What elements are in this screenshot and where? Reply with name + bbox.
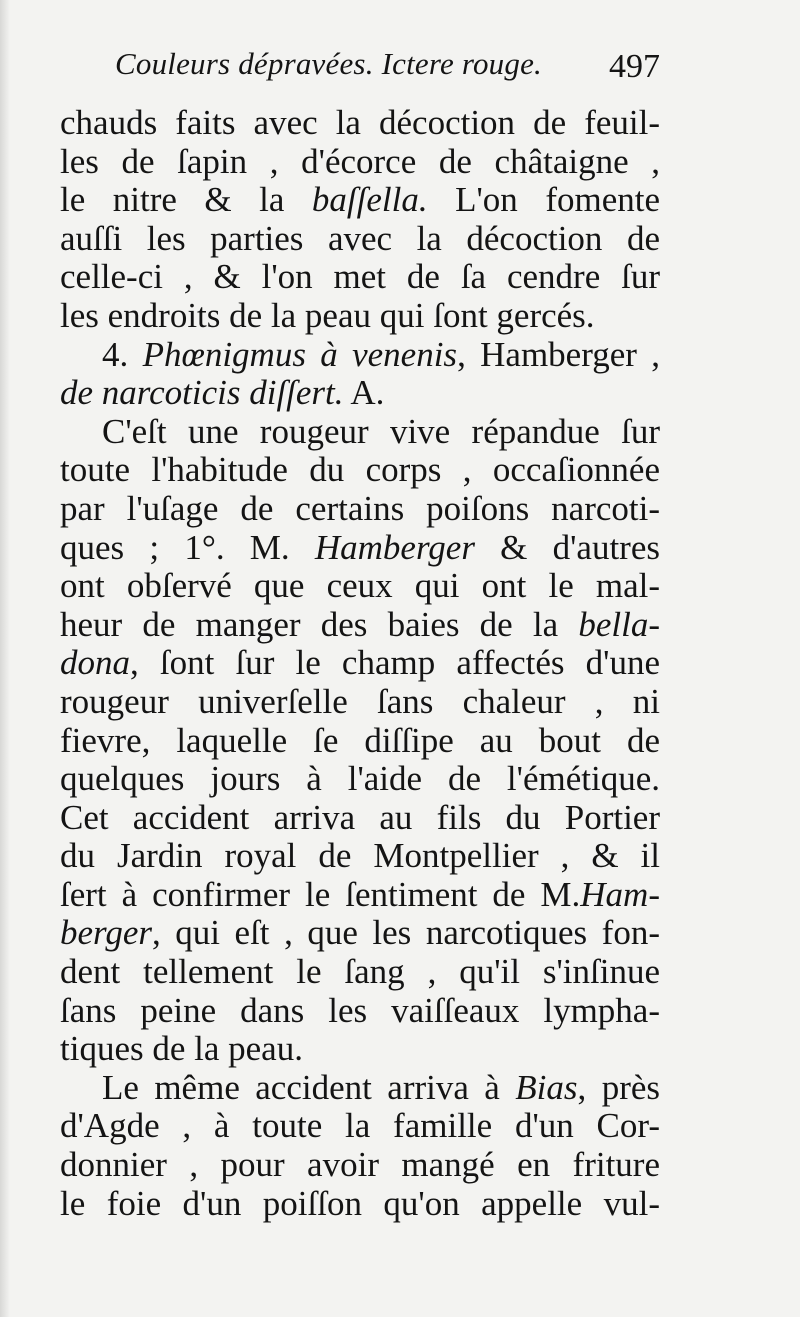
- text-segment: le foie d'un poiſſon qu'on appelle vul-: [60, 1183, 660, 1223]
- text-segment: C'eſt une rougeur vive répandue ſur: [102, 411, 660, 451]
- italic-text: Ham-: [580, 874, 660, 914]
- text-segment: Le même accident arriva à: [102, 1067, 516, 1107]
- text-line: [60, 567, 660, 606]
- text-segment: L'on fomente: [427, 180, 660, 220]
- text-segment: 4.: [102, 334, 143, 374]
- text-segment: donnier , pour avoir mangé en friture: [60, 1145, 660, 1185]
- text-segment: du Jardin royal de Montpellier , & il: [60, 836, 660, 876]
- italic-text: de narcoticis diſſert.: [60, 373, 344, 413]
- text-segment: les de ſapin , d'écorce de châtaigne ,: [60, 141, 660, 181]
- running-head: Couleurs dépravées. Ictere rouge.: [115, 46, 542, 81]
- text-segment: , qui eſt , que les narcotiques fon-: [152, 913, 660, 953]
- text-line: [60, 374, 660, 413]
- text-line: [60, 336, 660, 375]
- text-line: [60, 837, 660, 876]
- text-line: [60, 644, 660, 683]
- text-line: [60, 799, 660, 838]
- text-segment: Cet accident arriva au fils du Portier: [60, 797, 660, 837]
- text-segment: , Hamberger ,: [457, 334, 661, 374]
- text-line: [60, 143, 660, 182]
- text-segment: auſſi les parties avec la décoction de: [60, 218, 660, 258]
- text-segment: ſert à confirmer le ſentiment de M.: [60, 874, 581, 914]
- text-line: [60, 1185, 660, 1224]
- text-line: [60, 181, 660, 220]
- italic-text: berger: [60, 913, 153, 953]
- text-segment: par l'uſage de certains poiſons narcoti-: [60, 488, 660, 528]
- text-line: [60, 760, 660, 799]
- text-segment: quelques jours à l'aide de l'émétique.: [60, 759, 660, 799]
- text-line: [60, 606, 660, 645]
- text-segment: fievre, laquelle ſe diſſipe au bout de: [60, 720, 660, 760]
- text-line: [60, 297, 660, 336]
- text-segment: ont obſervé que ceux qui ont le mal-: [60, 566, 660, 606]
- text-line: [60, 1107, 660, 1146]
- text-segment: A.: [343, 373, 385, 413]
- text-segment: toute l'habitude du corps , occaſionnée: [60, 450, 660, 490]
- text-segment: ſans peine dans les vaiſſeaux lympha-: [60, 990, 660, 1030]
- text-line: [60, 529, 660, 568]
- text-segment: , près: [577, 1067, 660, 1107]
- italic-text: bella-: [578, 604, 660, 644]
- text-line: [60, 258, 660, 297]
- page-gutter: [0, 0, 10, 1317]
- text-line: [60, 413, 660, 452]
- text-line: [60, 1069, 660, 1108]
- italic-text: Hamberger: [314, 527, 475, 567]
- italic-text: Phœnigmus à venenis: [142, 334, 458, 374]
- italic-text: dona: [60, 643, 130, 683]
- text-segment: , ſont ſur le champ affectés d'une: [130, 643, 660, 683]
- text-segment: chauds faits avec la décoction de feuil-: [60, 103, 660, 142]
- text-line: [60, 914, 660, 953]
- text-segment: heur de manger des baies de la: [60, 604, 579, 644]
- page-number: 497: [609, 48, 660, 85]
- text-line: [60, 992, 660, 1031]
- text-line: [60, 683, 660, 722]
- text-segment: d'Agde , à toute la famille d'un Cor-: [60, 1106, 660, 1146]
- text-segment: les endroits de la peau qui ſont gercés.: [60, 295, 595, 335]
- text-line: [60, 490, 660, 529]
- text-line: [60, 104, 660, 143]
- italic-text: baſſella.: [311, 180, 428, 220]
- text-segment: rougeur univerſelle ſans chaleur , ni: [60, 681, 660, 721]
- text-line: [60, 220, 660, 259]
- text-segment: tiques de la peau.: [60, 1029, 303, 1069]
- text-line: [60, 1146, 660, 1185]
- text-segment: dent tellement le ſang , qu'il s'inſinue: [60, 952, 660, 992]
- text-segment: ques ; 1°. M.: [60, 527, 315, 567]
- text-line: [60, 1030, 660, 1069]
- text-line: [60, 876, 660, 915]
- italic-text: Bias: [515, 1067, 578, 1107]
- body-text: [60, 104, 660, 1223]
- text-line: [60, 953, 660, 992]
- text-line: [60, 451, 660, 490]
- text-segment: le nitre & la: [60, 180, 312, 220]
- text-segment: & d'autres: [474, 527, 660, 567]
- page-header: [115, 38, 660, 94]
- text-segment: celle-ci , & l'on met de ſa cendre ſur: [60, 257, 660, 297]
- text-line: [60, 722, 660, 761]
